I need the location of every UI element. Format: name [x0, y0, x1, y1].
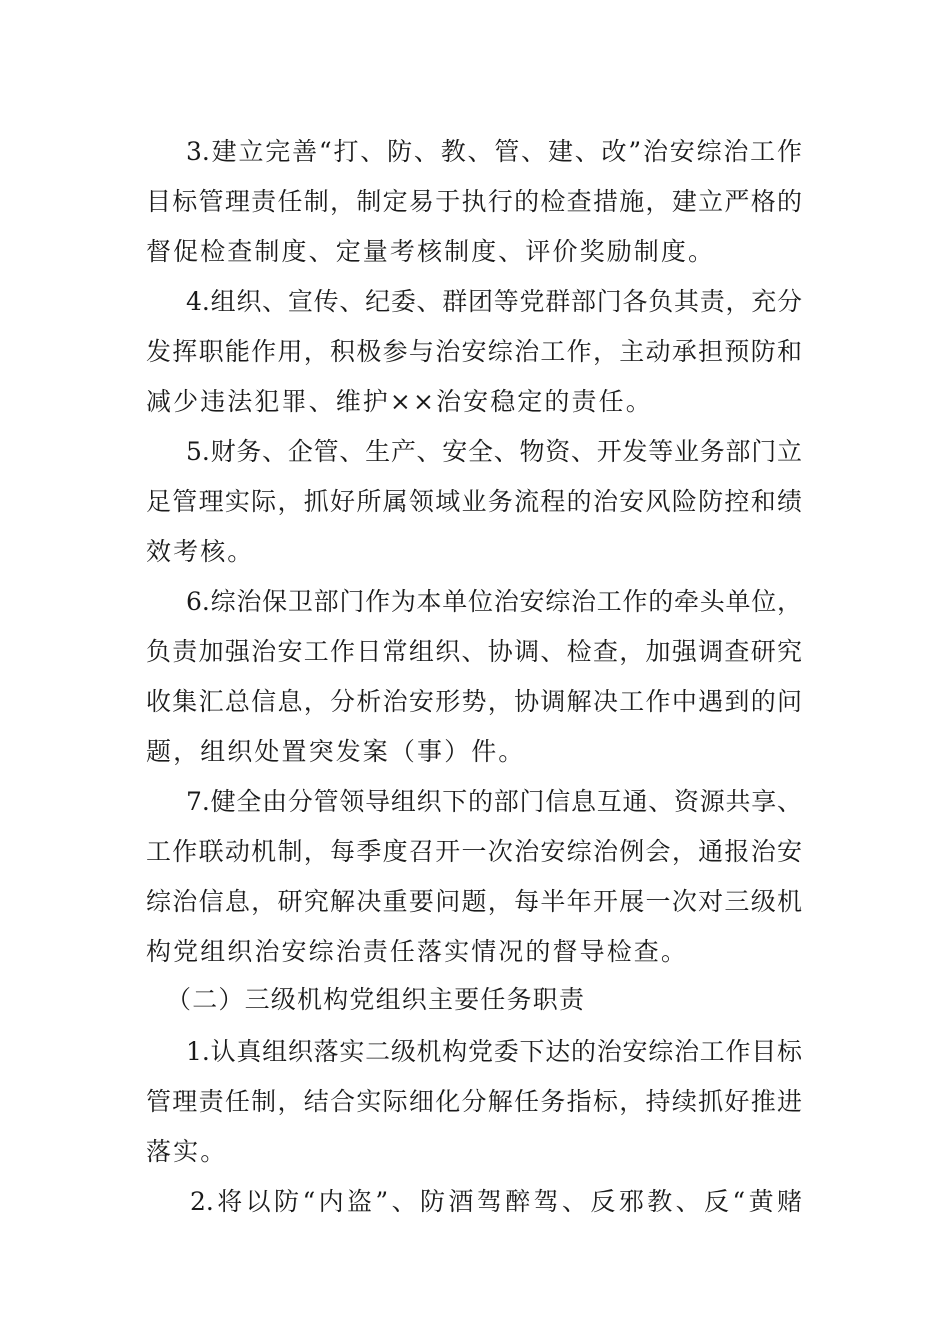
paragraph-line: 管理责任制，结合实际细化分解任务指标，持续抓好推进: [146, 1087, 802, 1116]
paragraph-line: 负责加强治安工作日常组织、协调、检查，加强调查研究: [146, 637, 802, 666]
paragraph-line: 减少违法犯罪、维护××治安稳定的责任。: [146, 387, 653, 416]
paragraph-line: 效考核。: [146, 537, 255, 566]
paragraph-line: 构党组织治安综治责任落实情况的督导检查。: [146, 937, 689, 966]
paragraph-line: 5.财务、企管、生产、安全、物资、开发等业务部门立: [186, 437, 802, 466]
paragraph-line: 工作联动机制，每季度召开一次治安综治例会，通报治安: [146, 837, 802, 866]
paragraph-line: 3.建立完善“打、防、教、管、建、改”治安综治工作: [186, 137, 802, 166]
paragraph-line: 足管理实际，抓好所属领域业务流程的治安风险防控和绩: [146, 487, 802, 516]
paragraph-line: 4.组织、宣传、纪委、群团等党群部门各负其责，充分: [186, 287, 802, 316]
paragraph-line: 1.认真组织落实二级机构党委下达的治安综治工作目标: [186, 1037, 802, 1066]
paragraph-line: 发挥职能作用，积极参与治安综治工作，主动承担预防和: [146, 337, 802, 366]
paragraph-line: 目标管理责任制，制定易于执行的检查措施，建立严格的: [146, 187, 802, 216]
paragraph-line: 收集汇总信息，分析治安形势，协调解决工作中遇到的问: [146, 687, 802, 716]
paragraph-line: 2.将以防“内盗”、防酒驾醉驾、反邪教、反“黄赌: [190, 1187, 802, 1216]
paragraph-line: 综治信息，研究解决重要问题，每半年开展一次对三级机: [146, 887, 802, 916]
section-heading: （二）三级机构党组织主要任务职责: [166, 985, 586, 1014]
paragraph-line: 6.综治保卫部门作为本单位治安综治工作的牵头单位，: [186, 587, 802, 616]
paragraph-line: 督促检查制度、定量考核制度、评价奖励制度。: [146, 237, 716, 266]
paragraph-line: 落实。: [146, 1137, 228, 1166]
paragraph-line: 题，组织处置突发案（事）件。: [146, 737, 526, 766]
paragraph-line: 7.健全由分管领导组织下的部门信息互通、资源共享、: [186, 787, 802, 816]
